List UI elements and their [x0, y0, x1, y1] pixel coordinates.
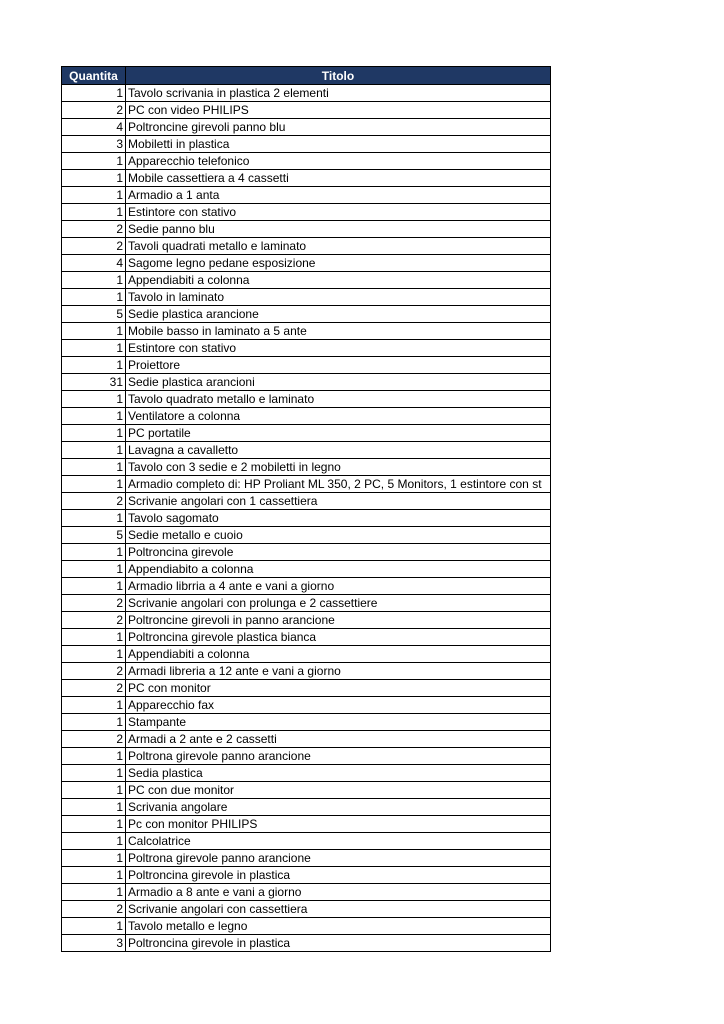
title-cell: Armadi a 2 ante e 2 cassetti: [126, 731, 551, 748]
quantity-cell: 2: [62, 612, 126, 629]
table-row: [62, 867, 551, 884]
table-row: [62, 170, 551, 187]
quantity-cell: 1: [62, 425, 126, 442]
table-row: [62, 612, 551, 629]
title-cell: Apparecchio fax: [126, 697, 551, 714]
inventory-table: [61, 66, 551, 952]
table-row: [62, 374, 551, 391]
quantity-cell: 1: [62, 561, 126, 578]
quantity-cell: 1: [62, 204, 126, 221]
table-row: [62, 697, 551, 714]
table-row: [62, 408, 551, 425]
quantity-cell: 1: [62, 391, 126, 408]
quantity-cell: 2: [62, 680, 126, 697]
table-row: [62, 748, 551, 765]
quantity-cell: 1: [62, 697, 126, 714]
quantity-cell: 1: [62, 714, 126, 731]
title-cell: Poltrona girevole panno arancione: [126, 748, 551, 765]
table-row: [62, 136, 551, 153]
quantity-cell: 5: [62, 527, 126, 544]
quantity-cell: 1: [62, 833, 126, 850]
table-row: [62, 884, 551, 901]
table-row: [62, 578, 551, 595]
title-cell: Estintore con stativo: [126, 204, 551, 221]
table-row: [62, 595, 551, 612]
quantity-cell: 1: [62, 187, 126, 204]
title-cell: Poltrona girevole panno arancione: [126, 850, 551, 867]
table-row: [62, 85, 551, 102]
quantity-cell: 2: [62, 595, 126, 612]
table-row: [62, 782, 551, 799]
title-cell: Appendiabiti a colonna: [126, 646, 551, 663]
table-row: [62, 425, 551, 442]
title-cell: PC con video PHILIPS: [126, 102, 551, 119]
title-cell: Lavagna a cavalletto: [126, 442, 551, 459]
title-cell: Poltroncina girevole plastica bianca: [126, 629, 551, 646]
quantity-cell: 1: [62, 816, 126, 833]
table-row: [62, 680, 551, 697]
table-row: [62, 799, 551, 816]
quantity-cell: 2: [62, 663, 126, 680]
title-cell: Scrivanie angolari con 1 cassettiera: [126, 493, 551, 510]
quantity-cell: 1: [62, 340, 126, 357]
title-cell: Apparecchio telefonico: [126, 153, 551, 170]
table-row: [62, 289, 551, 306]
title-cell: Sedie metallo e cuoio: [126, 527, 551, 544]
table-row: [62, 442, 551, 459]
table-row: [62, 527, 551, 544]
title-cell: PC con monitor: [126, 680, 551, 697]
quantity-cell: 31: [62, 374, 126, 391]
quantity-cell: 1: [62, 476, 126, 493]
title-cell: Poltroncina girevole in plastica: [126, 867, 551, 884]
table-row: [62, 204, 551, 221]
table-row: [62, 646, 551, 663]
quantity-cell: 1: [62, 459, 126, 476]
title-cell: Scrivanie angolari con prolunga e 2 cassettiere: [126, 595, 551, 612]
title-cell: Poltroncine girevoli in panno arancione: [126, 612, 551, 629]
title-cell: Scrivanie angolari con cassettiera: [126, 901, 551, 918]
title-cell: Sedia plastica: [126, 765, 551, 782]
title-cell: PC con due monitor: [126, 782, 551, 799]
quantity-cell: 1: [62, 578, 126, 595]
title-cell: Pc con monitor PHILIPS: [126, 816, 551, 833]
title-cell: Ventilatore a colonna: [126, 408, 551, 425]
table-row: [62, 901, 551, 918]
quantity-cell: 2: [62, 102, 126, 119]
quantity-cell: 2: [62, 493, 126, 510]
quantity-cell: 1: [62, 765, 126, 782]
table-row: [62, 510, 551, 527]
title-cell: Scrivania angolare: [126, 799, 551, 816]
title-cell: Tavolo metallo e legno: [126, 918, 551, 935]
quantity-cell: 1: [62, 544, 126, 561]
table-row: [62, 459, 551, 476]
quantity-cell: 2: [62, 221, 126, 238]
title-cell: Sedie plastica arancione: [126, 306, 551, 323]
header-row: [62, 67, 551, 85]
table-row: [62, 391, 551, 408]
table-row: [62, 187, 551, 204]
title-cell: Mobiletti in plastica: [126, 136, 551, 153]
quantity-cell: 1: [62, 748, 126, 765]
quantity-cell: 1: [62, 289, 126, 306]
title-cell: Armadi libreria a 12 ante e vani a giorno: [126, 663, 551, 680]
table-row: [62, 544, 551, 561]
quantity-cell: 2: [62, 238, 126, 255]
table-row: [62, 663, 551, 680]
title-cell: Tavolo con 3 sedie e 2 mobiletti in legno: [126, 459, 551, 476]
column-header-title: Titolo: [126, 67, 551, 85]
column-header-quantity: Quantita: [62, 67, 126, 85]
quantity-cell: 1: [62, 646, 126, 663]
quantity-cell: 4: [62, 255, 126, 272]
quantity-cell: 5: [62, 306, 126, 323]
title-cell: Poltroncina girevole in plastica: [126, 935, 551, 952]
table-row: [62, 493, 551, 510]
quantity-cell: 1: [62, 918, 126, 935]
title-cell: Calcolatrice: [126, 833, 551, 850]
table-row: [62, 357, 551, 374]
table-row: [62, 850, 551, 867]
table-row: [62, 323, 551, 340]
table-row: [62, 476, 551, 493]
quantity-cell: 4: [62, 119, 126, 136]
quantity-cell: 3: [62, 935, 126, 952]
table-row: [62, 765, 551, 782]
title-cell: Appendiabito a colonna: [126, 561, 551, 578]
table-row: [62, 731, 551, 748]
quantity-cell: 1: [62, 442, 126, 459]
table-row: [62, 714, 551, 731]
title-cell: PC portatile: [126, 425, 551, 442]
table-row: [62, 935, 551, 952]
table-row: [62, 833, 551, 850]
table-row: [62, 816, 551, 833]
title-cell: Sedie plastica arancioni: [126, 374, 551, 391]
quantity-cell: 1: [62, 782, 126, 799]
quantity-cell: 1: [62, 510, 126, 527]
title-cell: Tavolo scrivania in plastica 2 elementi: [126, 85, 551, 102]
title-cell: Mobile basso in laminato a 5 ante: [126, 323, 551, 340]
quantity-cell: 1: [62, 408, 126, 425]
table-row: [62, 153, 551, 170]
title-cell: Tavolo in laminato: [126, 289, 551, 306]
table-header: [62, 67, 551, 85]
quantity-cell: 1: [62, 867, 126, 884]
quantity-cell: 1: [62, 170, 126, 187]
quantity-cell: 1: [62, 799, 126, 816]
quantity-cell: 1: [62, 850, 126, 867]
quantity-cell: 1: [62, 884, 126, 901]
table-row: [62, 272, 551, 289]
title-cell: Estintore con stativo: [126, 340, 551, 357]
quantity-cell: 2: [62, 901, 126, 918]
quantity-cell: 1: [62, 85, 126, 102]
table-row: [62, 255, 551, 272]
table-row: [62, 561, 551, 578]
table-row: [62, 306, 551, 323]
table-row: [62, 629, 551, 646]
quantity-cell: 2: [62, 731, 126, 748]
title-cell: Stampante: [126, 714, 551, 731]
table-row: [62, 238, 551, 255]
quantity-cell: 3: [62, 136, 126, 153]
title-cell: Tavolo sagomato: [126, 510, 551, 527]
title-cell: Sedie panno blu: [126, 221, 551, 238]
title-cell: Poltroncina girevole: [126, 544, 551, 561]
table-row: [62, 102, 551, 119]
table-body: [62, 85, 551, 952]
table-row: [62, 340, 551, 357]
title-cell: Armadio completo di: HP Proliant ML 350, 2 PC, 5 Monitors, 1 estintore con st: [126, 476, 551, 493]
quantity-cell: 1: [62, 272, 126, 289]
quantity-cell: 1: [62, 323, 126, 340]
title-cell: Armadio librria a 4 ante e vani a giorno: [126, 578, 551, 595]
title-cell: Tavoli quadrati metallo e laminato: [126, 238, 551, 255]
quantity-cell: 1: [62, 153, 126, 170]
quantity-cell: 1: [62, 629, 126, 646]
title-cell: Sagome legno pedane esposizione: [126, 255, 551, 272]
title-cell: Appendiabiti a colonna: [126, 272, 551, 289]
table-row: [62, 918, 551, 935]
quantity-cell: 1: [62, 357, 126, 374]
table-row: [62, 221, 551, 238]
table-row: [62, 119, 551, 136]
title-cell: Tavolo quadrato metallo e laminato: [126, 391, 551, 408]
title-cell: Mobile cassettiera a 4 cassetti: [126, 170, 551, 187]
title-cell: Armadio a 8 ante e vani a giorno: [126, 884, 551, 901]
title-cell: Poltroncine girevoli panno blu: [126, 119, 551, 136]
title-cell: Proiettore: [126, 357, 551, 374]
title-cell: Armadio a 1 anta: [126, 187, 551, 204]
